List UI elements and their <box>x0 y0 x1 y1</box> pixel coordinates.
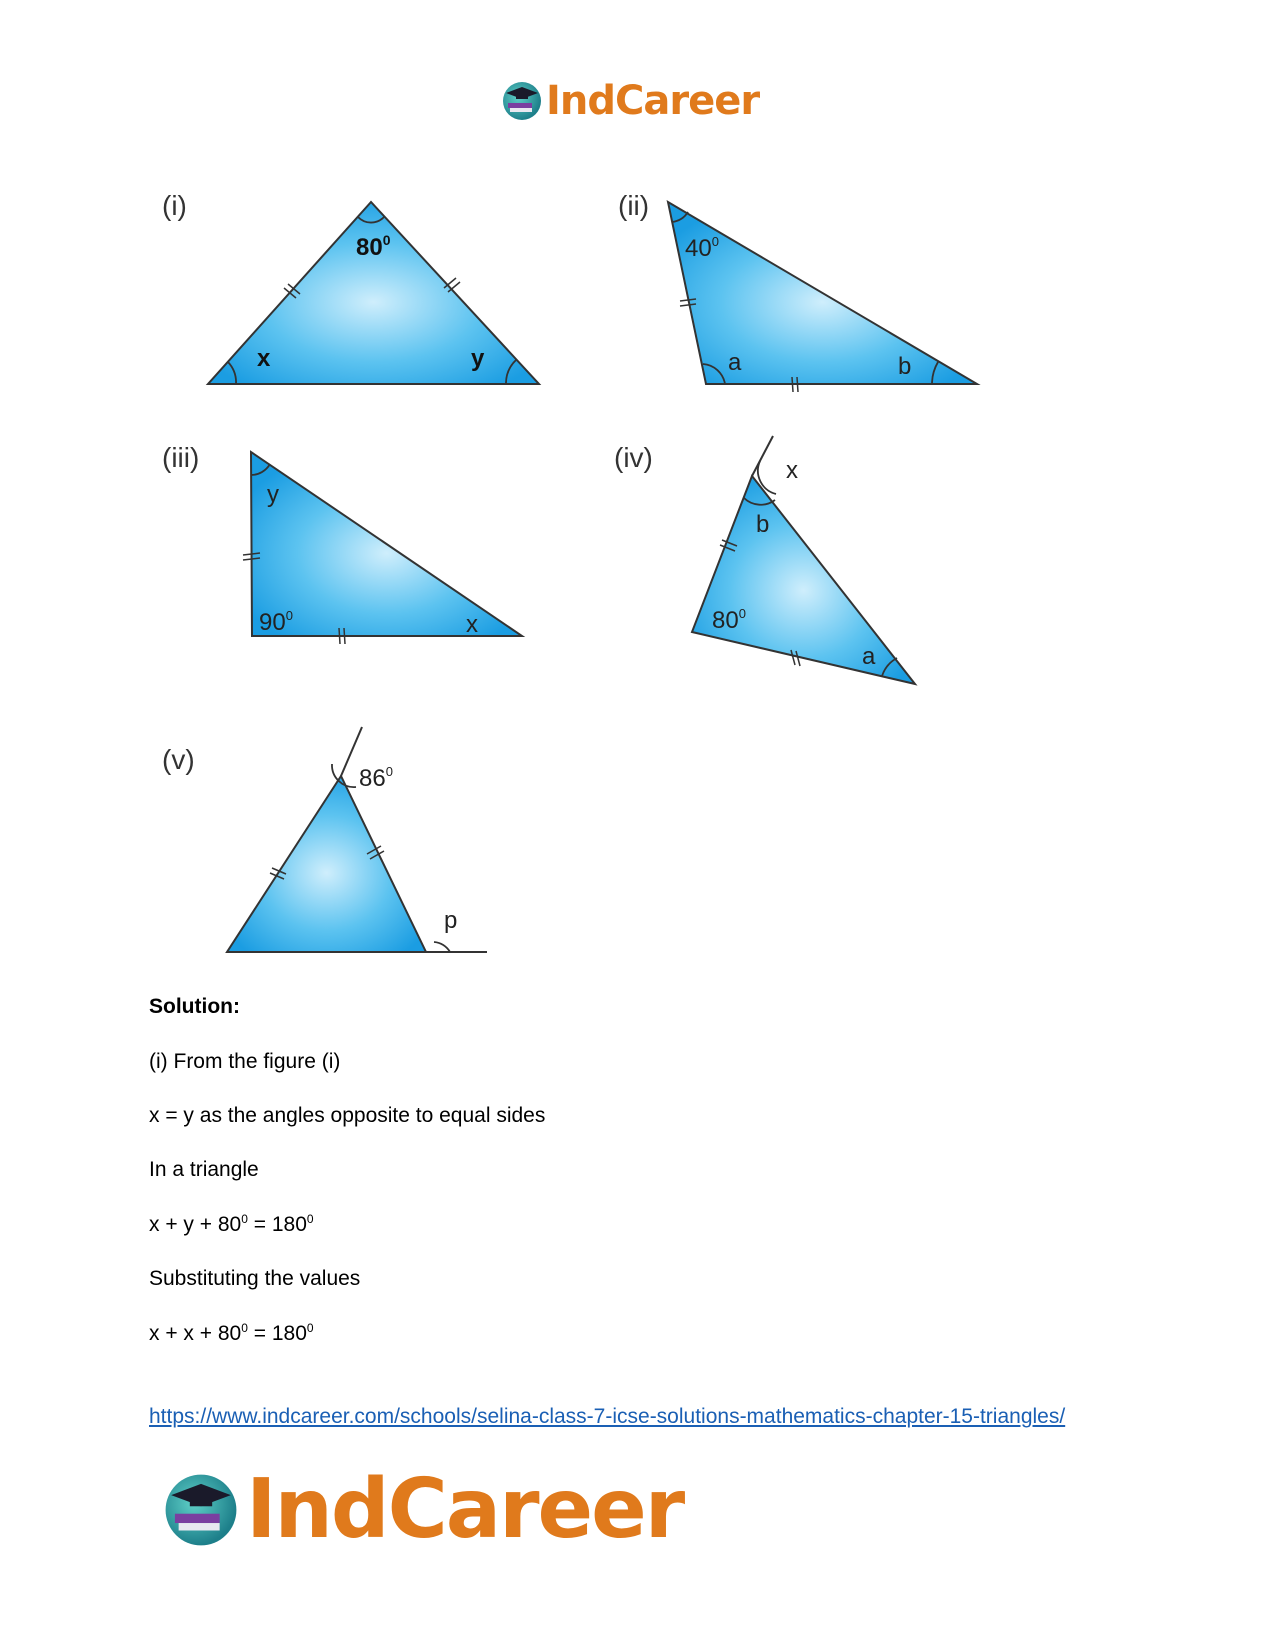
footer-logo <box>160 1462 683 1557</box>
angle-label-x: x <box>786 457 798 484</box>
angle-label-top: $80^0$ <box>356 232 391 261</box>
triangle-ii <box>668 202 977 392</box>
angle-label-80: $80^0$ <box>712 606 746 634</box>
figure-label-v: (v) <box>162 744 195 775</box>
angle-label-x: x <box>466 611 478 638</box>
figure-label-i: (i) <box>162 190 187 221</box>
triangle-v <box>227 727 487 952</box>
angle-label-40: $40^0$ <box>685 234 719 262</box>
solution-equation-1: $x + y + 80^0 = 180^0$ <box>149 1212 314 1236</box>
logo-globe-icon <box>160 1469 242 1551</box>
angle-label-a: a <box>728 349 742 376</box>
angle-label-b: b <box>756 511 770 538</box>
figure-label-iii: (iii) <box>162 442 200 473</box>
solution-heading: Solution: <box>149 995 240 1018</box>
angle-label-p: p <box>444 907 458 934</box>
angle-label-x: x <box>257 345 271 372</box>
angle-label-y: y <box>471 345 485 372</box>
source-link[interactable]: https://www.indcareer.com/schools/selina-class-7-icse-solutions-mathematics-chapter-15-triangles/ <box>149 1405 1066 1428</box>
brand-name: IndCareer <box>546 78 760 124</box>
solution-line-2: x = y as the angles opposite to equal sides <box>149 1104 546 1127</box>
figure-label-ii: (ii) <box>618 190 650 221</box>
angle-label-a: a <box>862 643 876 670</box>
triangle-iv <box>692 436 915 684</box>
solution-line-1: (i) From the figure (i) <box>149 1050 341 1073</box>
triangle-i <box>208 202 539 384</box>
brand-name: IndCareer <box>246 1462 684 1557</box>
angle-label-y: y <box>267 481 279 508</box>
figure-label-iv: (iv) <box>614 442 653 473</box>
angle-label-b: b <box>898 353 912 380</box>
angle-label-90: $90^0$ <box>259 608 293 636</box>
angle-label-86: $86^0$ <box>359 764 393 792</box>
solution-line-3: In a triangle <box>149 1158 259 1181</box>
solution-line-5: Substituting the values <box>149 1267 361 1290</box>
solution-equation-2: $x + x + 80^0 = 180^0$ <box>149 1321 314 1345</box>
triangle-iii <box>243 452 522 644</box>
